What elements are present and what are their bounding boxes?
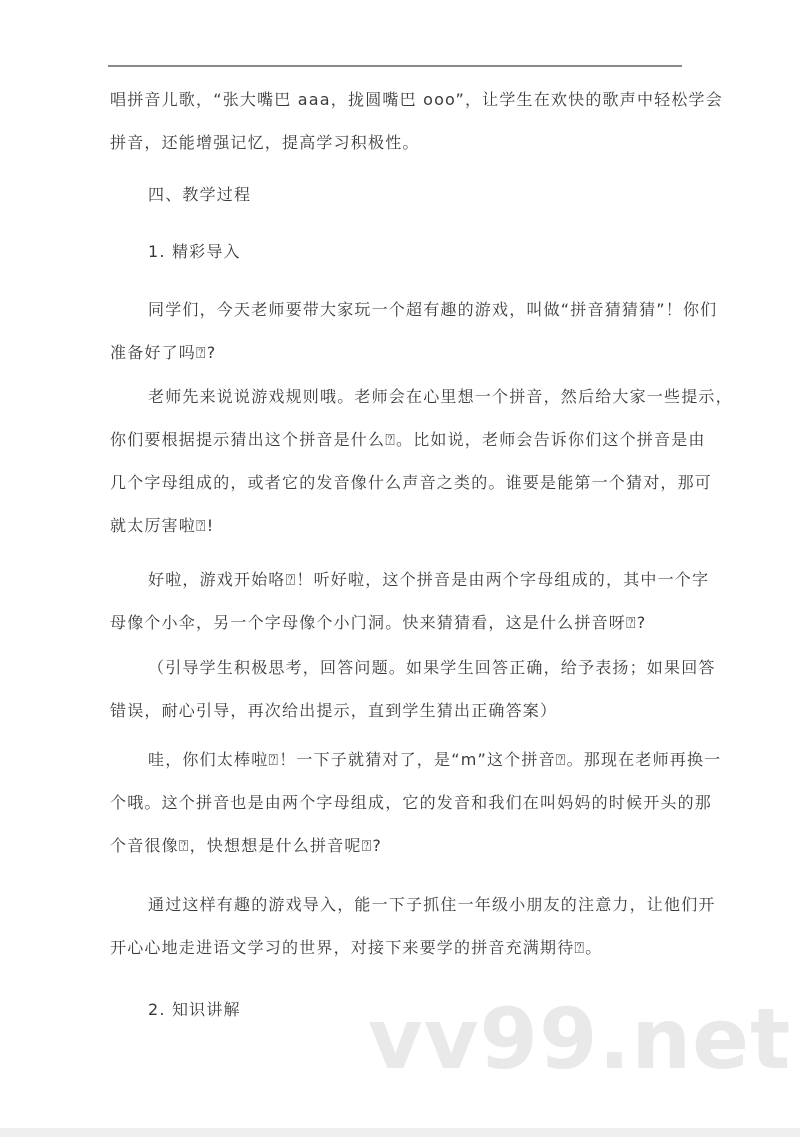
text-line: 同学们，今天老师要带大家玩一个超有趣的游戏，叫做“拼音猜猜猜”！你们 — [148, 300, 718, 319]
text-line: 错误，耐心引导，再次给出提示，直到学生猜出正确答案） — [110, 701, 558, 720]
paragraph — [110, 558, 710, 644]
text-line: （引导学生积极思考，回答问题。如果学生回答正确，给予表扬；如果回答 — [148, 658, 716, 677]
paragraph — [110, 78, 723, 164]
text-line: 准备好了吗⍰? — [110, 343, 217, 362]
subsection-heading — [110, 230, 685, 273]
text-line: 老师先来说说游戏规则哦。老师会在心里想一个拼音，然后给大家一些提示， — [148, 387, 733, 406]
paragraph — [110, 288, 718, 374]
page-bottom-edge — [0, 1128, 800, 1137]
text-line: 2. 知识讲解 — [148, 1000, 241, 1019]
paragraph — [110, 883, 716, 969]
text-line: 哇，你们太棒啦⍰！一下子就猜对了，是“m”这个拼音⍰。那现在老师再换一 — [148, 750, 722, 769]
text-line: 拼音，还能增强记忆，提高学习积极性。 — [110, 133, 420, 152]
watermark: vv99.net — [368, 990, 792, 1088]
text-line: 唱拼音儿歌，“张大嘴巴 aaa，拢圆嘴巴 ooo”，让学生在欢快的歌声中轻松学会 — [110, 90, 723, 109]
text-line: 四、教学过程 — [148, 185, 252, 204]
text-line: 1. 精彩导入 — [148, 242, 241, 261]
text-line: 好啦，游戏开始咯⍰！听好啦，这个拼音是由两个字母组成的，其中一个字 — [148, 570, 710, 589]
text-line: 母像个小伞，另一个字母像个小门洞。快来猜猜看，这是什么拼音呀⍰? — [110, 613, 647, 632]
section-heading — [110, 173, 685, 216]
text-line: 开心心地走进语文学习的世界，对接下来要学的拼音充满期待⍰。 — [110, 938, 603, 957]
text-line: 通过这样有趣的游戏导入，能一下子抓住一年级小朋友的注意力，让他们开 — [148, 895, 716, 914]
text-line: 就太厉害啦⍰! — [110, 516, 215, 535]
text-line: 个音很像⍰，快想想是什么拼音呢⍰? — [110, 836, 383, 855]
header-rule — [108, 65, 682, 67]
text-line: 你们要根据提示猜出这个拼音是什么⍰。比如说，老师会告诉你们这个拼音是由 — [110, 430, 706, 449]
paragraph — [110, 646, 716, 732]
paragraph — [110, 738, 722, 867]
text-line: 几个字母组成的，或者它的发音像什么声音之类的。谁要是能第一个猜对，那可 — [110, 473, 713, 492]
paragraph — [110, 375, 733, 547]
text-line: 个哦。这个拼音也是由两个字母组成，它的发音和我们在叫妈妈的时候开头的那 — [110, 793, 713, 812]
